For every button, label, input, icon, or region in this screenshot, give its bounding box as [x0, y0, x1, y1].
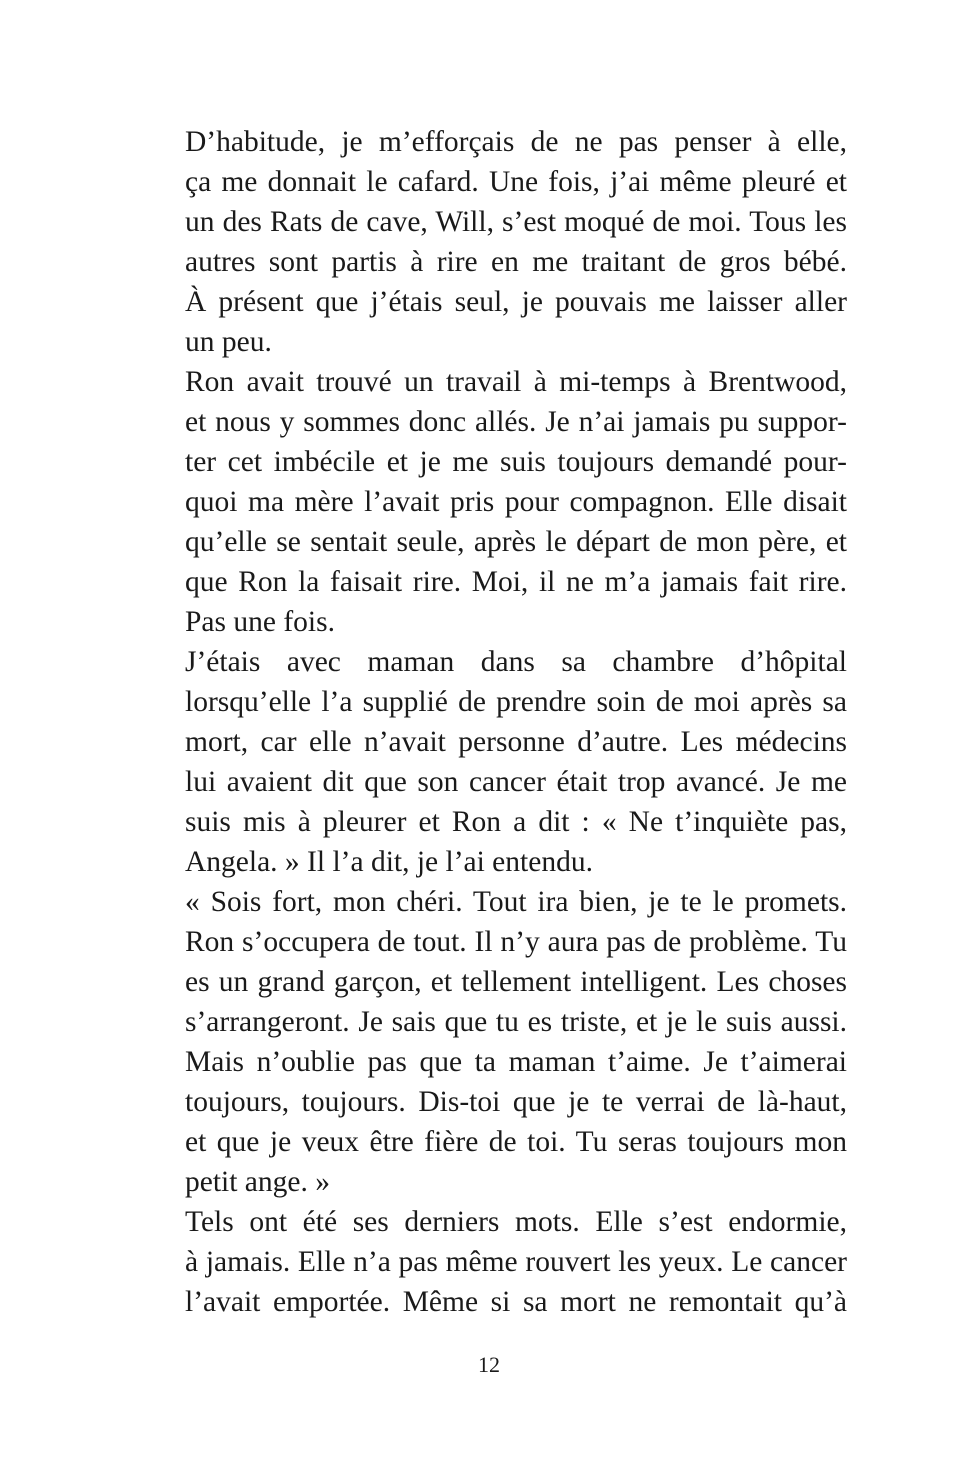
text-line: s’arrangeront. Je sais que tu es triste, et je le suis aussi.: [185, 1006, 847, 1038]
text-line: Ron s’occupera de tout. Il n’y aura pas de problème. Tu: [185, 926, 847, 958]
text-line: autres sont partis à rire en me traitant de gros bébé.: [185, 246, 847, 278]
paragraph-4: [145, 882, 847, 1202]
text-line: et nous y sommes donc allés. Je n’ai jamais pu suppor-: [185, 406, 847, 438]
text-line: es un grand garçon, et tellement intelligent. Les choses: [185, 966, 847, 998]
text-line: quoi ma mère l’avait pris pour compagnon. Elle disait: [185, 486, 847, 518]
paragraph-2: [145, 362, 847, 642]
text-line: toujours, toujours. Dis-toi que je te verrai de là-haut,: [185, 1086, 847, 1118]
page-number: 12: [478, 1352, 500, 1377]
text-line: « Sois fort, mon chéri. Tout ira bien, je te le promets.: [185, 886, 847, 918]
text-line: ter cet imbécile et je me suis toujours demandé pour-: [185, 446, 847, 478]
body-text: [145, 122, 847, 1322]
text-line: qu’elle se sentait seule, après le départ de mon père, et: [185, 526, 847, 558]
paragraph-3: [145, 642, 847, 882]
text-line: Angela. » Il l’a dit, je l’ai entendu.: [185, 846, 593, 878]
text-line: lui avaient dit que son cancer était trop avancé. Je me: [185, 766, 847, 798]
text-line: lorsqu’elle l’a supplié de prendre soin de moi après sa: [185, 686, 847, 718]
text-line: D’habitude, je m’efforçais de ne pas penser à elle,: [185, 126, 847, 158]
text-line: ça me donnait le cafard. Une fois, j’ai même pleuré et: [185, 166, 847, 198]
text-line: suis mis à pleurer et Ron a dit : « Ne t’inquiète pas,: [185, 806, 847, 838]
text-line: Pas une fois.: [185, 606, 335, 638]
paragraph-5: [145, 1202, 847, 1322]
paragraph-1: [145, 122, 847, 362]
text-line: un des Rats de cave, Will, s’est moqué de moi. Tous les: [185, 206, 847, 238]
text-line: J’étais avec maman dans sa chambre d’hôpital: [185, 646, 847, 678]
text-line: Tels ont été ses derniers mots. Elle s’est endormie,: [185, 1206, 847, 1238]
text-line: Ron avait trouvé un travail à mi-temps à Brentwood,: [185, 366, 847, 398]
text-line: petit ange. »: [185, 1166, 330, 1198]
text-line: Mais n’oublie pas que ta maman t’aime. Je t’aimerai: [185, 1046, 847, 1078]
text-line: à jamais. Elle n’a pas même rouvert les yeux. Le cancer: [185, 1246, 847, 1278]
text-line: À présent que j’étais seul, je pouvais me laisser aller: [185, 286, 847, 318]
text-line: mort, car elle n’avait personne d’autre. Les médecins: [185, 726, 847, 758]
text-line: l’avait emportée. Même si sa mort ne remontait qu’à: [185, 1286, 847, 1318]
text-line: et que je veux être fière de toi. Tu seras toujours mon: [185, 1126, 847, 1158]
text-line: que Ron la faisait rire. Moi, il ne m’a jamais fait rire.: [185, 566, 847, 598]
text-line: un peu.: [185, 326, 272, 358]
